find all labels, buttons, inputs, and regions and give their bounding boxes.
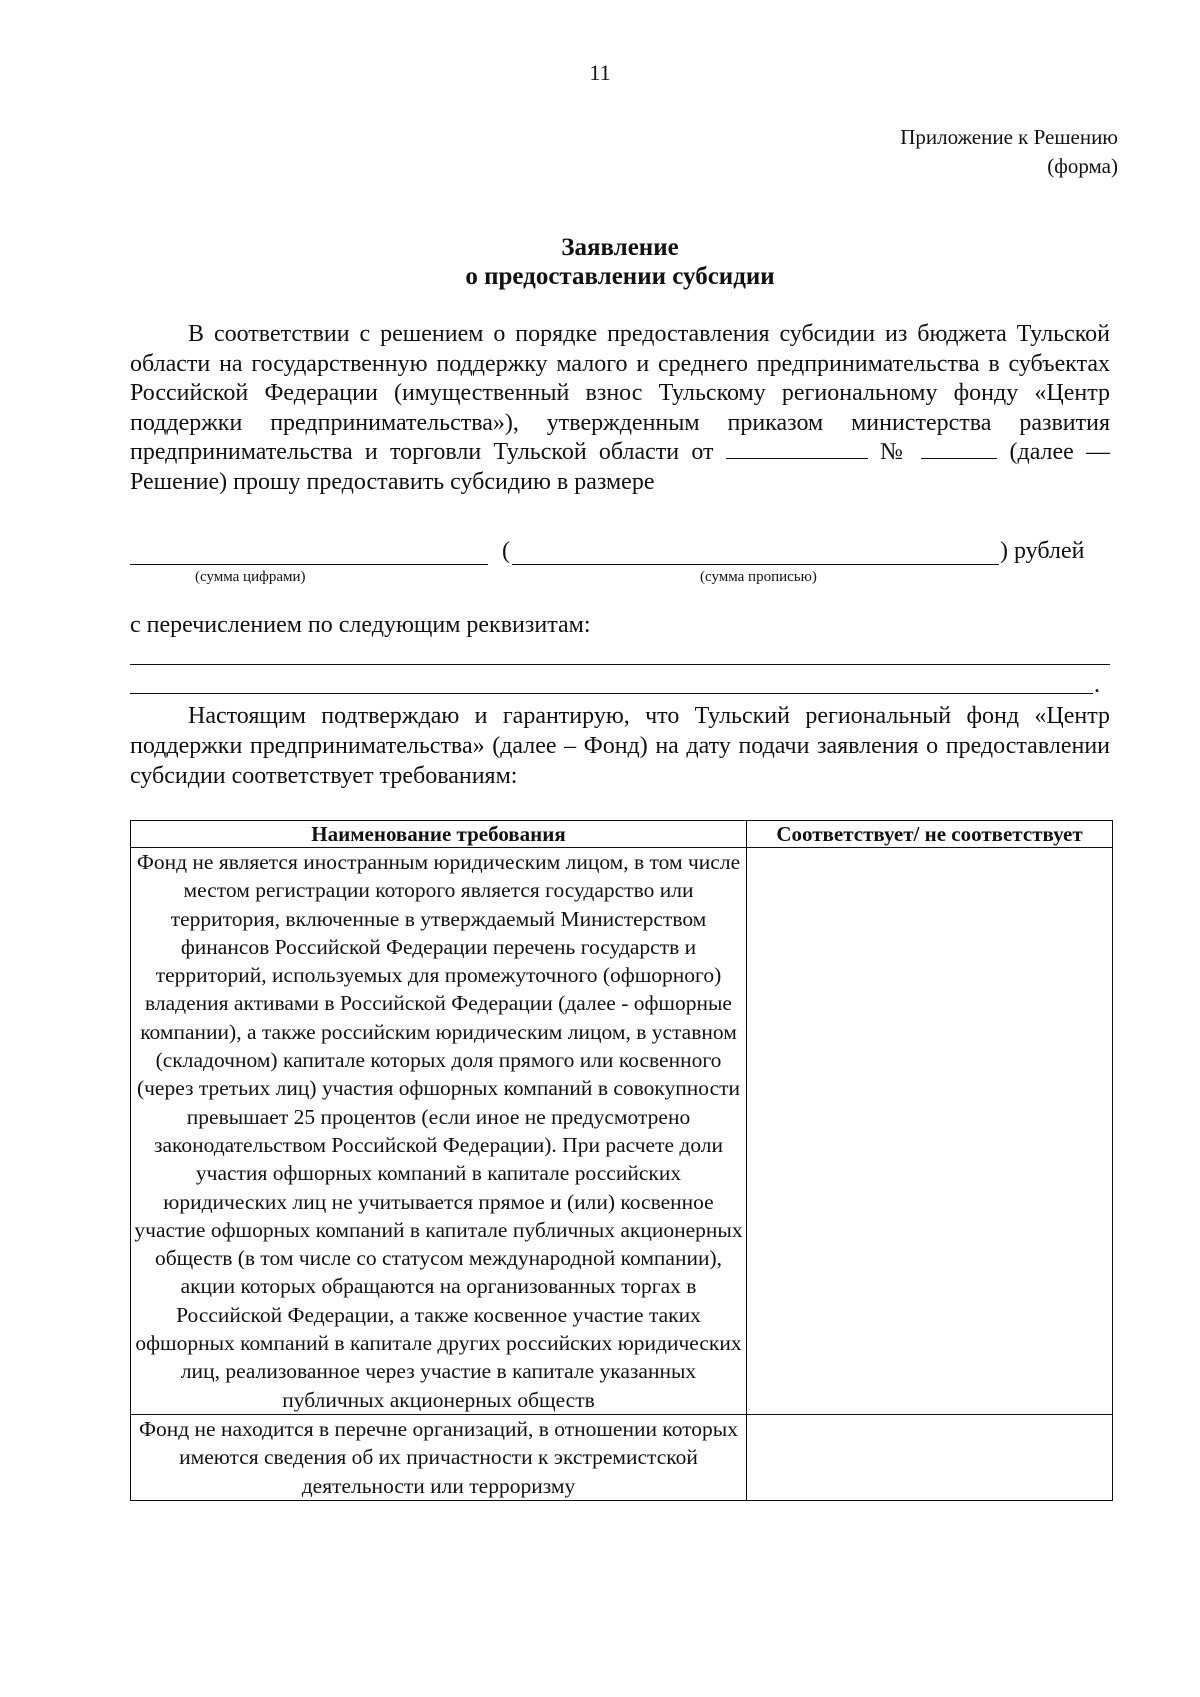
sum-row xyxy=(130,538,1110,568)
header-requirement: Наименование требования xyxy=(131,821,747,848)
table-row xyxy=(131,1414,1113,1500)
application-paragraph xyxy=(130,320,1110,497)
requirements-table xyxy=(130,820,1113,1501)
caption-sum-digits: (сумма цифрами) xyxy=(195,569,306,585)
requirement-extremism: Фонд не находится в перечне организаций, в отношении которых имеются сведения об их причастности к экстремистской деятельности или терроризму xyxy=(131,1414,747,1500)
annex-line-1: Приложение к Решению xyxy=(900,125,1118,149)
annex-line-2: (форма) xyxy=(1047,154,1118,178)
requisites-field-line-2[interactable] xyxy=(130,693,1093,694)
compliance-cell-extremism[interactable] xyxy=(747,1414,1113,1500)
annex-header xyxy=(900,123,1118,181)
confirmation-paragraph: Настоящим подтверждаю и гарантирую, что Тульский региональный фонд «Центр поддержки предпринимательства» (далее – Фонд) на дату подачи заявления о предоставлении субсидии соответствует требованиям: xyxy=(130,703,1110,789)
header-compliance: Соответствует/ не соответствует xyxy=(747,821,1113,848)
table-row xyxy=(131,848,1113,1415)
compliance-cell-offshore[interactable] xyxy=(747,848,1113,1415)
paragraph1-part1: В соответствии с решением о порядке предоставления субсидии из бюджета Тульской области на государственную поддержку малого и среднего предпринимательства в субъектах Российской Федерации (имущественный взнос Тульскому региональному фонду «Центр поддержки предпринимательства»), утвержденным приказом министерства развития предпринимательства и торговли Тульской области от xyxy=(130,321,1110,465)
sum-digits-field[interactable] xyxy=(130,564,488,565)
title-line-1: Заявление xyxy=(561,234,679,261)
table-header-row xyxy=(131,821,1113,848)
requirement-offshore: Фонд не является иностранным юридическим лицом, в том числе местом регистрации которого является государство или территория, включенные в утверждаемый Министерством финансов Российской Федерации перечень государств и территорий, используемых для промежуточного (офшорного) владения активами в Российской Федерации (далее - офшорные компании), а также российским юридическим лицом, в уставном (складочном) капитале которых доля прямого или косвенного (через третьих лиц) участия офшорных компаний в совокупности превышает 25 процентов (если иное не предусмотрено законодательством Российской Федерации). При расчете доли участия офшорных компаний в капитале российских юридических лиц не учитывается прямое и (или) косвенное участие офшорных компаний в капитале публичных акционерных обществ (в том числе со статусом международной компании), акции которых обращаются на организованных торгах в Российской Федерации, а также косвенное участие таких офшорных компаний в капитале других российских юридических лиц, реализованное через участие в капитале указанных публичных акционерных обществ xyxy=(131,848,747,1415)
requisites-end-dot: . xyxy=(1094,672,1100,698)
paren-open: ( xyxy=(502,538,510,564)
date-blank-field[interactable] xyxy=(726,438,868,459)
caption-sum-words: (сумма прописью) xyxy=(700,569,817,585)
paragraph1-part2: (далее — Решение) прошу предоставить субсидию в размере xyxy=(130,439,1111,495)
document-title xyxy=(0,233,1200,291)
order-number-blank-field[interactable] xyxy=(921,438,997,459)
sum-words-field[interactable] xyxy=(512,564,999,565)
title-line-2: о предоставлении субсидии xyxy=(465,263,775,290)
page-number: 11 xyxy=(589,60,611,85)
currency-label: ) рублей xyxy=(1000,538,1085,564)
requisites-field-line-1[interactable] xyxy=(130,664,1110,665)
number-sign: № xyxy=(879,439,910,465)
requisites-label: с перечислением по следующим реквизитам: xyxy=(130,612,591,638)
